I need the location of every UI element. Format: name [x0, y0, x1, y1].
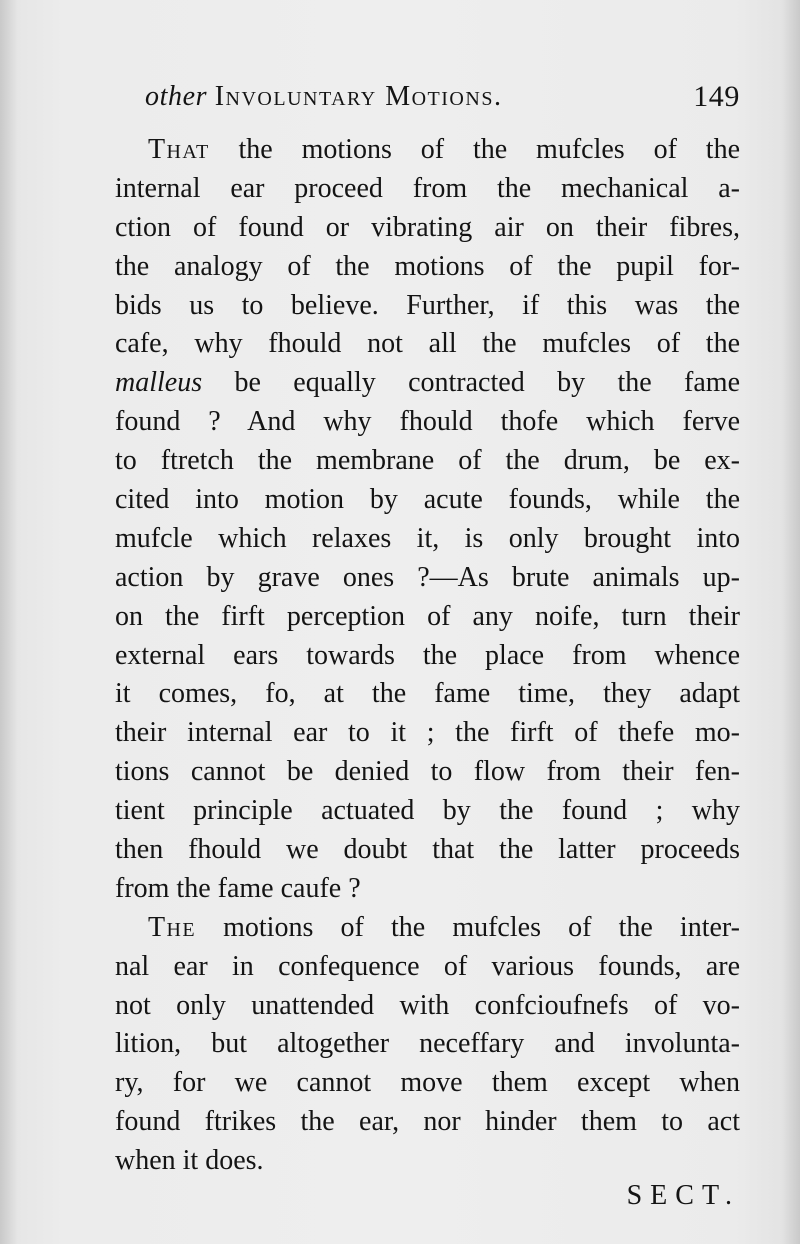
- italic-term-malleus: malleus: [115, 367, 203, 399]
- paragraph-2-line-7: when it does.: [115, 1145, 264, 1177]
- paragraph-1-line-14: external ears towards the place from whence: [115, 639, 740, 671]
- paragraph-1-line-19: then fhould we doubt that the latter proceeds: [115, 834, 740, 866]
- paragraph-1-line-18: tient principle actuated by the found ; why: [115, 795, 740, 827]
- body-text: [115, 131, 740, 1181]
- running-header: [145, 72, 742, 122]
- paragraph-1-line-5: bids us to believe. Further, if this was the: [115, 289, 740, 321]
- paragraph-1-opening-word: That: [148, 134, 210, 165]
- paragraph-1-line-13: on the firft perception of any noife, turn their: [115, 600, 740, 632]
- paragraph-1-line-3: ction of found or vibrating air on their fibres,: [115, 211, 740, 243]
- paragraph-1-line-9: to ftretch the membrane of the drum, be ex-: [115, 445, 740, 477]
- page-gutter-shadow: [0, 0, 18, 1244]
- paragraph-1-line-15: it comes, fo, at the fame time, they adapt: [115, 678, 740, 710]
- paragraph-1-line-20: from the fame caufe ?: [115, 872, 361, 904]
- paragraph-1-line-4: the analogy of the motions of the pupil for-: [115, 250, 740, 282]
- page-number: 149: [693, 80, 740, 113]
- header-title: Involuntary Motions.: [214, 81, 503, 112]
- paragraph-1-line-16: their internal ear to it ; the firft of thefe mo-: [115, 717, 740, 749]
- paragraph-2-opening-word: The: [148, 911, 196, 943]
- paragraph-1-line-7: malleus be equally contracted by the fame: [115, 367, 741, 399]
- paragraph-1-line-1: That the motions of the mufcles of the: [148, 134, 741, 165]
- paragraph-2-line-1: The motions of the mufcles of the inter-: [148, 911, 741, 943]
- catchword: SECT.: [626, 1180, 740, 1211]
- paragraph-1-line-8: found ? And why fhould thofe which ferve: [115, 406, 740, 438]
- paragraph-1-line-11: mufcle which relaxes it, is only brought into: [115, 522, 740, 554]
- paragraph-2-line-3: not only unattended with confcioufnefs of vo-: [115, 989, 740, 1021]
- paragraph-2-line-6: found ftrikes the ear, nor hinder them to act: [115, 1106, 740, 1138]
- page-edge-shadow: [782, 0, 800, 1244]
- paragraph-2-line-4: lition, but altogether neceffary and involunta-: [115, 1028, 740, 1060]
- paragraph-1-line-17: tions cannot be denied to flow from their fen-: [115, 756, 740, 788]
- paragraph-1-line-2: internal ear proceed from the mechanical a-: [115, 172, 740, 204]
- paragraph-1-line-6: cafe, why fhould not all the mufcles of the: [115, 328, 740, 360]
- paragraph-1-line-10: cited into motion by acute founds, while the: [115, 484, 740, 516]
- paragraph-2-line-2: nal ear in confequence of various founds, are: [115, 950, 740, 982]
- header-italic-word: other: [145, 81, 208, 112]
- paragraph-2-line-5: ry, for we cannot move them except when: [115, 1067, 740, 1099]
- paragraph-1-line-12: action by grave ones ?—As brute animals up-: [115, 561, 740, 593]
